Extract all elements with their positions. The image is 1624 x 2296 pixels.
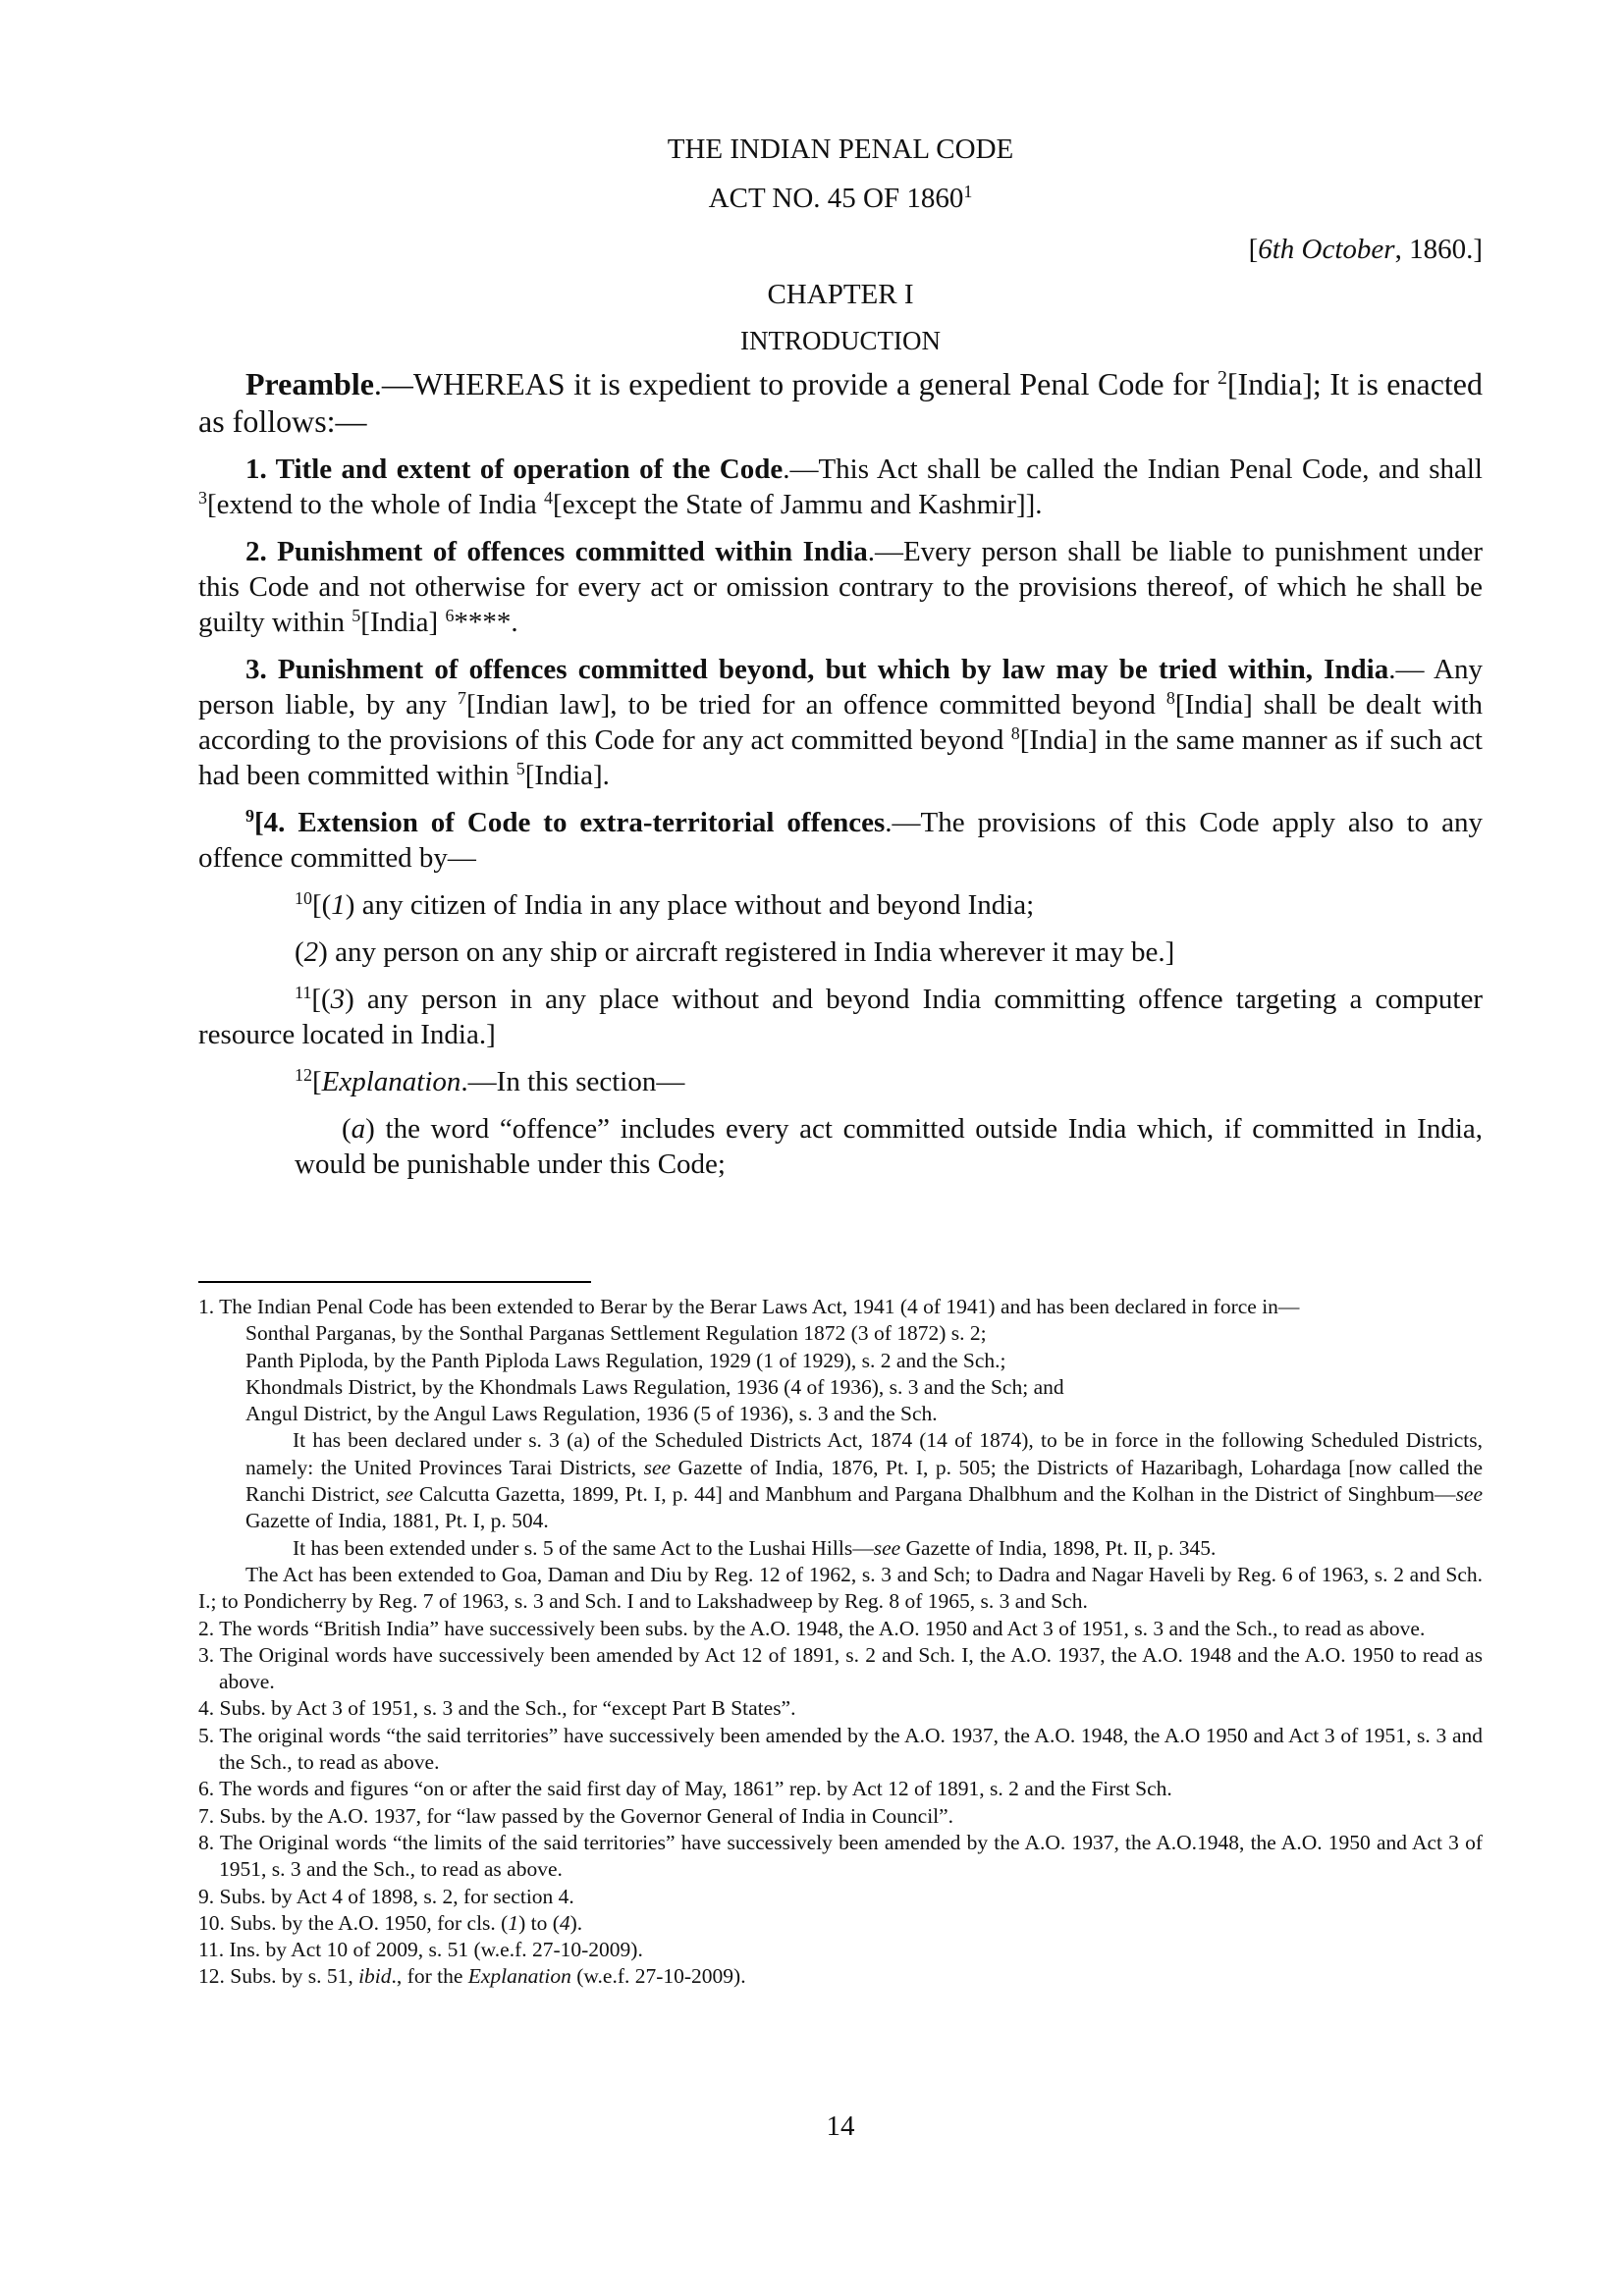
footnote-12: [198, 1963, 1483, 1990]
footnote-1-lushai: [198, 1535, 1483, 1562]
footnote-ref: 3: [198, 488, 207, 508]
text: ) any person on any ship or aircraft registered in India wherever it may be.]: [318, 936, 1175, 968]
footnote-1-khondmals: Khondmals District, by the Khondmals Laws Regulation, 1936 (4 of 1936), s. 3 and the Sch; and: [245, 1374, 1064, 1399]
footnote-9: 9. Subs. by Act 4 of 1898, s. 2, for section 4.: [198, 1884, 574, 1908]
text: 12. Subs. by s. 51,: [198, 1964, 359, 1989]
footnote-1: 1. The Indian Penal Code has been extended to Berar by the Berar Laws Act, 1941 (4 of 1941) and has been declared in force in—: [198, 1295, 1300, 1318]
footnote-ref: 4: [544, 488, 554, 508]
footnote-4: 4. Subs. by Act 3 of 1951, s. 3 and the Sch., for “except Part B States”.: [198, 1696, 796, 1721]
footnote-ref: 8: [1165, 688, 1175, 709]
text: ) any citizen of India in any place without and beyond India;: [345, 889, 1035, 921]
text: It has been declared under s. 3 (a) of the Scheduled Districts Act, 1874 (14 of 1874), to be in force in the following Scheduled Districts, namely: the United Provinces Tarai Districts,: [245, 1428, 1483, 1479]
text: Gazette of India, 1881, Pt. I, p. 504.: [245, 1509, 549, 1533]
text: ., for the: [391, 1964, 468, 1989]
explanation-word: Explanation: [321, 1066, 461, 1097]
text: [India]; It is enacted as follows:—: [198, 366, 1484, 439]
text: Gazette of India, 1876, Pt. I, p. 505; the Districts of Hazaribagh, Lohardaga [now called the Ranchi District,: [245, 1455, 1483, 1507]
explanation-clause-a: [198, 1111, 1483, 1182]
explanation-word: Explanation: [467, 1964, 571, 1989]
footnote-11: 11. Ins. by Act 10 of 2009, s. 51 (w.e.f. 27-10-2009).: [198, 1938, 643, 1962]
section-3: [198, 652, 1483, 793]
text: (w.e.f. 27-10-2009).: [570, 1964, 746, 1989]
chapter-title: INTRODUCTION: [740, 326, 941, 355]
whereas-word: WHEREAS: [412, 366, 566, 401]
document-body: [198, 365, 1483, 1194]
text: (: [342, 1113, 352, 1145]
clause-letter: a: [351, 1113, 366, 1145]
see-word: see: [643, 1455, 672, 1479]
preamble-paragraph: [198, 365, 1483, 440]
enactment-date: [1249, 234, 1483, 266]
footnotes: [198, 1294, 1483, 1991]
section-4: [198, 805, 1483, 876]
date-day: 6th October: [1258, 234, 1395, 265]
text: 10. Subs. by the A.O. 1950, for cls. (: [198, 1910, 509, 1935]
text: ) the word “offence” includes every act committed outside India which, if committed in India, would be punishable under this Code;: [295, 1113, 1483, 1180]
text: .—Every person shall be liable to punishment under this Code and not otherwise for every act or omission contrary to the provisions thereof, of which he shall be guilty within: [198, 536, 1484, 638]
footnote-5: 5. The original words “the said territories” have successively been amended by the A.O. 1937, the A.O. 1948, the A.O 1950 and Act 3 of 1951, s. 3 and the Sch., to read as above.: [198, 1723, 1483, 1775]
dash: .—: [373, 366, 413, 401]
footnote-1-panth: Panth Piploda, by the Panth Piploda Laws Regulation, 1929 (1 of 1929), s. 2 and the Sch.;: [245, 1348, 1006, 1372]
footnote-ref: 11: [295, 983, 312, 1003]
text: .— Any person liable, by any: [198, 654, 1484, 721]
footnote-ref: 6: [445, 606, 455, 626]
footnote-ref: 9: [245, 806, 254, 827]
footnote-1-goa: The Act has been extended to Goa, Daman and Diu by Reg. 12 of 1962, s. 3 and Sch; to Dadra and Nagar Haveli by Reg. 6 of 1963, s. 2 and Sch. I.; to Pondicherry by Reg. 7 of 1963, s. 3 and Sch. I and to Lakshadweep by Reg. 8 of 1965, s. 3 and Sch.: [198, 1562, 1483, 1614]
footnote-6: 6. The words and figures “on or after the said first day of May, 1861” rep. by Act 12 of 1891, s. 2 and the First Sch.: [198, 1777, 1172, 1801]
text: Gazette of India, 1898, Pt. II, p. 345.: [900, 1535, 1217, 1560]
footnote-8: 8. The Original words “the limits of the said territories” have successively been amended by the A.O. 1937, the A.O.1948, the A.O. 1950 and Act 3 of 1951, s. 3 and the Sch., to read as above.: [198, 1830, 1483, 1882]
clause-number: 2: [303, 936, 319, 968]
document-title: THE INDIAN PENAL CODE: [667, 133, 1014, 165]
footnote-1-sonthal: Sonthal Parganas, by the Sonthal Parganas Settlement Regulation 1872 (3 of 1872) s. 2;: [245, 1321, 987, 1346]
text: [India].: [524, 760, 610, 791]
clause-3: [198, 982, 1483, 1052]
footnote-1-angul: Angul District, by the Angul Laws Regulation, 1936 (5 of 1936), s. 3 and the Sch.: [245, 1402, 938, 1426]
text: [India] in the same manner as if such act had been committed within: [198, 724, 1483, 791]
see-word: see: [873, 1535, 901, 1560]
clause-2: [198, 934, 1483, 970]
explanation: [198, 1064, 1483, 1099]
footnote-2: 2. The words “British India” have successively been subs. by the A.O. 1948, the A.O. 1950 and Act 3 of 1951, s. 3 and the Sch., to read as above.: [198, 1616, 1426, 1640]
footnote-ref: 8: [1010, 723, 1020, 744]
clause-number: 1: [331, 889, 346, 921]
text: .—The provisions of this Code apply also to any offence committed by—: [198, 807, 1483, 874]
text: Calcutta Gazetta, 1899, Pt. I, p. 44] and Manbhum and Pargana Dhalbhum and the Kolhan in the District of Singhbum—: [412, 1482, 1456, 1507]
text: .—This Act shall be called the Indian Penal Code, and shall: [783, 454, 1483, 485]
chapter-heading: CHAPTER I: [767, 279, 914, 310]
date-rest: , 1860.]: [1394, 234, 1483, 265]
footnote-ref: 2: [1217, 367, 1227, 390]
footnote-ref: 10: [295, 888, 312, 909]
footnote-divider: [198, 1281, 591, 1283]
text: it is expedient to provide a general Penal Code for: [565, 366, 1218, 401]
text: ****.: [454, 607, 518, 638]
clause-number: 1: [508, 1910, 519, 1935]
text: [India] shall be dealt with according to the provisions of this Code for any act committed beyond: [198, 689, 1483, 756]
text: ) any person in any place without and beyond India committing offence targeting a computer resource located in India.]: [198, 984, 1483, 1050]
clause-1: [198, 887, 1483, 923]
section-1: [198, 452, 1483, 522]
footnote-ref: 5: [515, 759, 525, 779]
section-4-heading: [4. Extension of Code to extra-territorial offences: [253, 807, 886, 838]
ibid-word: ibid: [358, 1964, 392, 1989]
footnote-ref: 5: [352, 606, 361, 626]
text: ).: [569, 1910, 583, 1935]
footnote-1-scheduled: [198, 1427, 1483, 1534]
text: It has been extended under s. 5 of the same Act to the Lushai Hills—: [293, 1535, 874, 1560]
text: [: [311, 1066, 322, 1097]
footnote-ref: 12: [295, 1065, 312, 1086]
section-1-heading: 1. Title and extent of operation of the Code: [245, 454, 784, 485]
date-bracket: [: [1248, 234, 1259, 265]
clause-number: 3: [330, 984, 346, 1015]
clause-number: 4: [559, 1910, 570, 1935]
text: [India]: [360, 607, 446, 638]
text: [(: [311, 984, 331, 1015]
text: [Indian law], to be tried for an offence committed beyond: [465, 689, 1166, 721]
section-3-heading: 3. Punishment of offences committed beyond, but which by law may be tried within, India: [245, 654, 1389, 685]
section-2: [198, 534, 1483, 640]
act-number-text: ACT NO. 45 OF 1860: [708, 183, 964, 214]
footnote-ref: 7: [458, 688, 466, 709]
footnote-ref: 1: [963, 182, 973, 202]
text: .—In this section—: [460, 1066, 685, 1097]
text: [(: [311, 889, 332, 921]
section-2-heading: 2. Punishment of offences committed within India: [245, 536, 868, 567]
act-number: [198, 183, 1483, 215]
text: (: [295, 936, 304, 968]
page-number: 14: [826, 2110, 855, 2142]
footnote-7: 7. Subs. by the A.O. 1937, for “law passed by the Governor General of India in Council”.: [198, 1803, 954, 1828]
see-word: see: [386, 1482, 413, 1507]
text: [extend to the whole of India: [206, 489, 545, 520]
footnote-3: 3. The Original words have successively been amended by Act 12 of 1891, s. 2 and Sch. I, the A.O. 1937, the A.O. 1948 and the A.O. 1950 to read as above.: [198, 1642, 1483, 1694]
see-word: see: [1455, 1482, 1484, 1507]
footnote-10: [198, 1910, 1483, 1937]
text: ) to (: [518, 1910, 560, 1935]
preamble-heading: Preamble: [245, 366, 374, 401]
text: [except the State of Jammu and Kashmir]].: [553, 489, 1043, 520]
